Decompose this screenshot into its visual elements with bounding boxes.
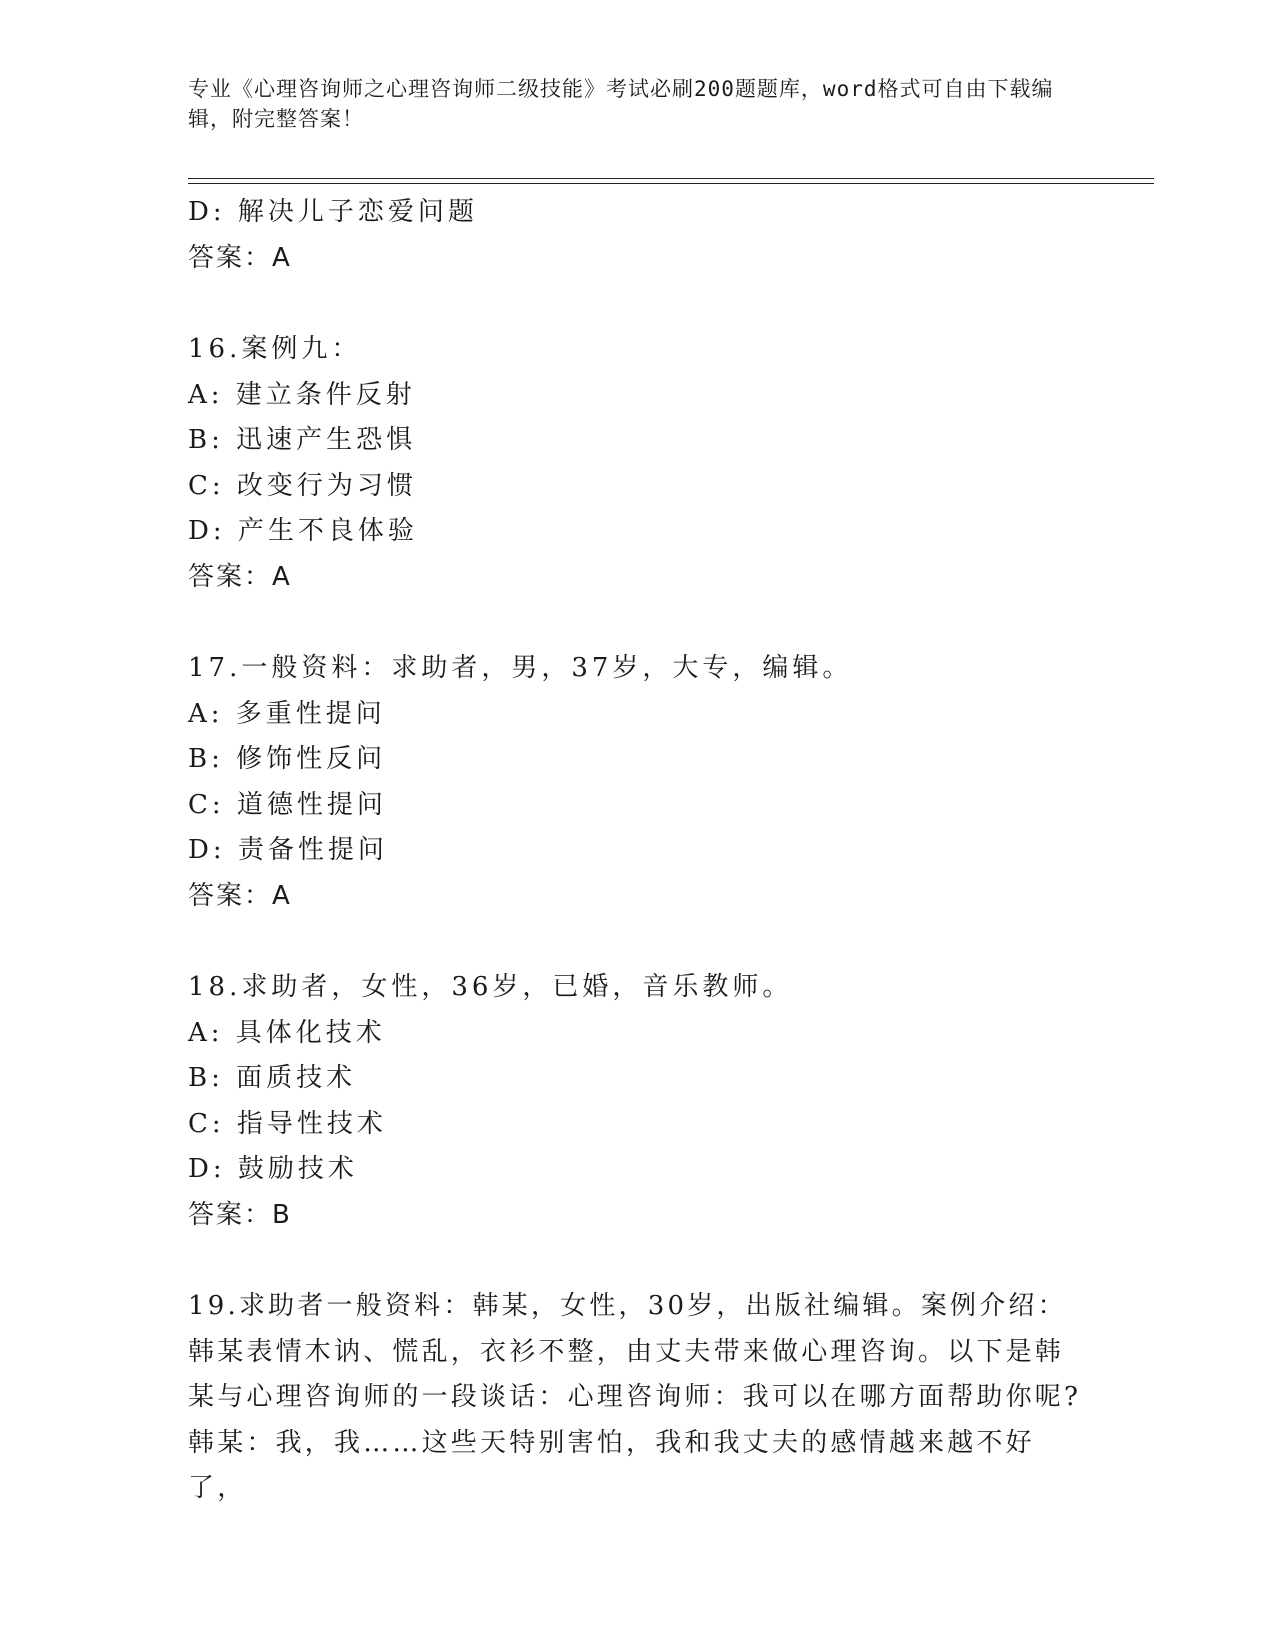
option-d: D: 产生不良体验 — [188, 516, 418, 546]
option-c: C: 指导性技术 — [188, 1108, 387, 1139]
question-15 — [188, 190, 1088, 281]
option-a: A: 建立条件反射 — [188, 379, 416, 410]
question-16 — [188, 327, 1088, 600]
option-a: A: 多重性提问 — [188, 698, 386, 729]
option-b: B: 迅速产生恐惧 — [188, 425, 417, 455]
question-stem: 18.求助者，女性，36岁，已婚，音乐教师。 — [188, 972, 793, 1002]
option-c: C: 改变行为习惯 — [188, 470, 417, 501]
option-c: C: 道德性提问 — [188, 789, 387, 820]
question-18 — [188, 965, 1088, 1238]
question-stem: 17.一般资料：求助者，男，37岁，大专，编辑。 — [188, 653, 853, 683]
header-divider-bottom — [188, 183, 1154, 184]
question-list — [188, 190, 1088, 1512]
header-divider-top — [188, 178, 1154, 179]
option-b: B: 面质技术 — [188, 1063, 357, 1093]
option-a: A: 具体化技术 — [188, 1017, 386, 1048]
answer-label: 答案：A — [188, 880, 292, 911]
question-19 — [188, 1284, 1088, 1512]
answer-label: 答案：A — [188, 561, 292, 592]
answer-label: 答案：A — [188, 242, 292, 273]
document-header: 专业《心理咨询师之心理咨询师二级技能》考试必刷200题题库，word格式可自由下载编辑，附完整答案！ — [188, 77, 1054, 131]
question-17 — [188, 646, 1088, 919]
option-d: D: 责备性提问 — [188, 835, 388, 865]
question-stem: 19.求助者一般资料：韩某，女性，30岁，出版社编辑。案例介绍：韩某表情木讷、慌乱，衣衫不整，由丈夫带来做心理咨询。以下是韩某与心理咨询师的一段谈话：心理咨询师：我可以在哪方面帮助你呢?韩某：我，我……这些天特别害怕，我和我丈夫的感情越来越不好了， — [188, 1291, 1082, 1503]
option-d: D: 鼓励技术 — [188, 1154, 358, 1184]
option-b: B: 修饰性反问 — [188, 744, 387, 774]
answer-label: 答案：B — [188, 1199, 292, 1230]
question-stem: 16.案例九： — [188, 334, 362, 364]
option-d: D: 解决儿子恋爱问题 — [188, 197, 478, 227]
